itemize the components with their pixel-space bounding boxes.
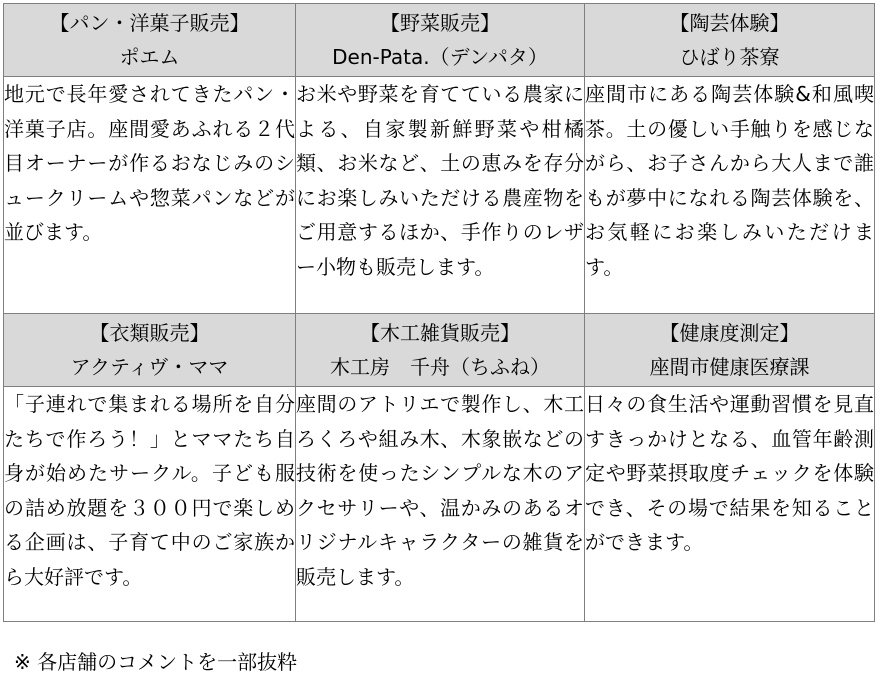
booth-description: 地元で長年愛されてきたパン・洋菓子店。座間愛あふれる２代目オーナーが作るおなじみのシュークリームや惣菜パンなどが並びます。 <box>4 77 296 314</box>
booth-category: 【衣類販売】 <box>89 321 210 345</box>
booth-table <box>3 3 875 622</box>
booth-description: 座間市にある陶芸体験&和風喫茶。土の優しい手触りを感じながら、お子さんから大人まで誰もが夢中になれる陶芸体験を、お気軽にお楽しみいただけます。 <box>585 77 875 314</box>
footnote: ※ 各店舗のコメントを一部抜粋 <box>14 650 298 674</box>
booth-shop-name: 座間市健康医療課 <box>649 355 810 379</box>
booth-header <box>4 314 296 387</box>
booth-header <box>585 4 875 77</box>
header-row <box>4 314 875 387</box>
booth-category: 【木工雑貨販売】 <box>360 321 520 345</box>
booth-category: 【パン・洋菓子販売】 <box>49 11 250 35</box>
booth-header <box>585 314 875 387</box>
booth-description: 座間のアトリエで製作し、木工ろくろや組み木、木象嵌などの技術を使ったシンプルな木のアクセサリーや、温かみのあるオリジナルキャラクターの雑貨を販売します。 <box>296 387 585 622</box>
booth-shop-name: ポエム <box>119 45 180 69</box>
booth-shop-name: Den-Pata.（デンパタ） <box>332 45 548 69</box>
booth-category: 【健康度測定】 <box>659 321 800 345</box>
booth-description: 日々の食生活や運動習慣を見直すきっかけとなる、血管年齢測定や野菜摂取度チェックを体験でき、その場で結果を知ることができます。 <box>585 387 875 622</box>
booth-header <box>4 4 296 77</box>
booth-shop-name: アクティヴ・ママ <box>70 355 229 379</box>
booth-category: 【陶芸体験】 <box>669 11 790 35</box>
booth-header <box>296 314 585 387</box>
header-row <box>4 4 875 77</box>
booth-shop-name: ひばり茶寮 <box>679 45 780 69</box>
booth-description: お米や野菜を育てている農家による、自家製新鮮野菜や柑橘類、お米など、土の恵みを存分にお楽しみいただける農産物をご用意するほか、手作りのレザー小物も販売します。 <box>296 77 585 314</box>
booth-shop-name: 木工房 千舟（ちふね） <box>330 355 550 379</box>
booth-description: 「子連れで集まれる場所を自分たちで作ろう！」とママたち自身が始めたサークル。子ども服の詰め放題を３００円で楽しめる企画は、子育て中のご家族から大好評です。 <box>4 387 296 622</box>
booth-header <box>296 4 585 77</box>
description-row <box>4 387 875 622</box>
booth-category: 【野菜販売】 <box>380 11 500 35</box>
description-row <box>4 77 875 314</box>
